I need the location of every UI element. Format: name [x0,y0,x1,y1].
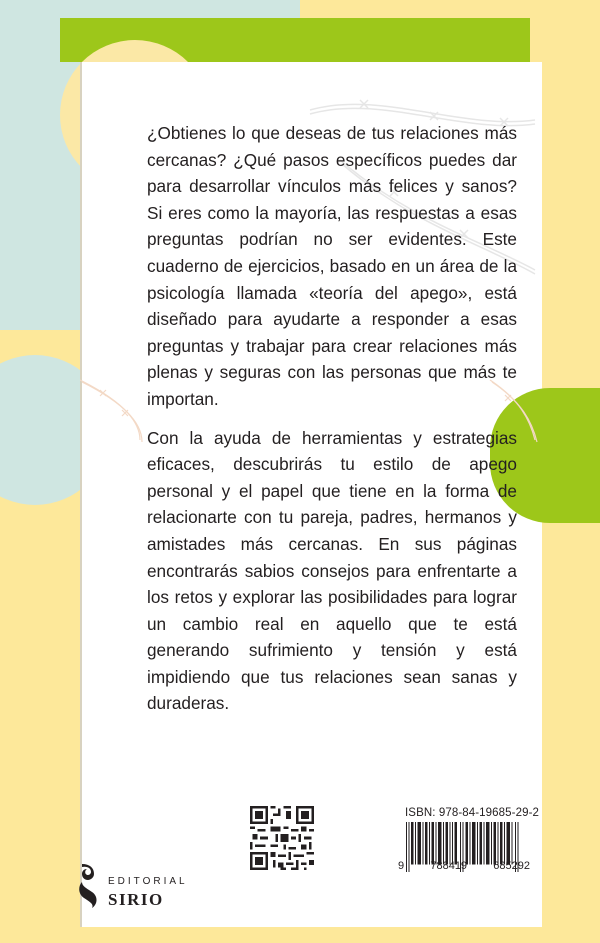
publisher-label: EDITORIAL [108,876,188,887]
blurb-paragraph-2: Con la ayuda de herramientas y estrategias eficaces, descubrirás tu estilo de apego personal y el papel que tiene en la forma de relacionarte con tu pareja, padres, hermanos y amistades más cercanas. En sus páginas encontrarás sabios consejos para enfrentarte a los retos y explorar las posibilidades para lograr un cambio real en aquello que te está generando sufrimiento y tensión y está impidiendo que tus relaciones sean sanas y duraderas. [147,427,517,714]
publisher-name: SIRIO [108,890,164,909]
barcode-digit-group-2: 788419 [430,860,468,872]
qr-code-icon [250,806,314,870]
barcode-digits [398,860,530,872]
barcode-digit-group-3: 685292 [493,860,530,872]
sirio-logo-icon [76,862,100,910]
barcode-digit-group-1: 9 [398,860,405,872]
blurb-paragraph-1: ¿Obtienes lo que deseas de tus relaciones más cercanas? ¿Qué pasos específicos puedes dar para desarrollar vínculos más felices y sanos? Si eres como la mayoría, las respuestas a esas preguntas podrían no ser evidentes. Este cuaderno de ejercicios, basado en un área de la psicología llamada «teoría del apego», está diseñado para ayudarte a responder a esas preguntas y trabajar para crear relaciones más plenas y seguras con las personas que más te importan. [147,123,517,409]
back-cover-blurb [147,120,517,729]
isbn-label: ISBN: 978-84-19685-29-2 [405,807,539,819]
